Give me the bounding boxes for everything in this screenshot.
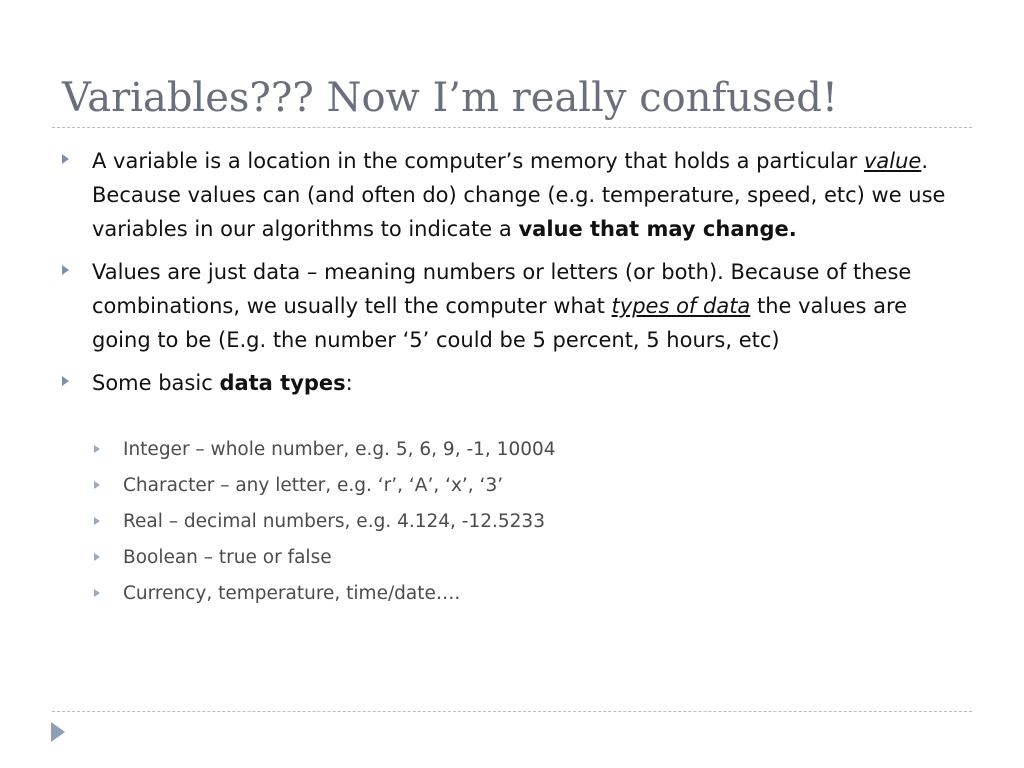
bullet-run: Values are just data – meaning numbers or letters (or both). Because of these combinations, we usually tell the computer what	[92, 260, 912, 318]
bullet-item	[62, 255, 962, 357]
bullet-run: :	[345, 371, 353, 395]
bullet-text	[92, 371, 353, 395]
footer-divider	[52, 711, 972, 712]
slide-arrow-icon	[51, 722, 65, 742]
sub-bullet-triangle-icon	[94, 445, 100, 453]
sub-bullet-triangle-icon	[94, 481, 100, 489]
bullet-text	[92, 149, 945, 241]
bullet-triangle-icon	[62, 154, 69, 164]
sub-bullet-text: Boolean – true or false	[123, 547, 332, 568]
bullet-run: . Because values can (and often do) change (e.g. temperature, speed, etc) we use variables in our algorithms to indicate a	[92, 149, 946, 241]
sub-bullet-triangle-icon	[94, 517, 100, 525]
bullet-run-bold: data types	[219, 371, 346, 395]
bullet-run: A variable is a location in the computer’s memory that holds a particular	[92, 149, 864, 173]
data-type-list	[92, 437, 892, 617]
bullet-triangle-icon	[62, 376, 69, 386]
sub-bullet-text: Currency, temperature, time/date….	[123, 583, 461, 604]
sub-bullet-triangle-icon	[94, 553, 100, 561]
sub-bullet-text: Real – decimal numbers, e.g. 4.124, -12.5233	[123, 511, 545, 532]
sub-bullet-item	[92, 437, 892, 463]
bullet-run: Some basic	[92, 371, 220, 395]
sub-bullet-item	[92, 509, 892, 535]
bullet-run-emphasis: types of data	[611, 294, 751, 318]
sub-bullet-item	[92, 581, 892, 607]
bullet-list	[62, 144, 962, 401]
bullet-run: the values are going to be (E.g. the number ‘5’ could be 5 percent, 5 hours, etc)	[92, 294, 908, 352]
bullet-run-bold: value that may change.	[518, 217, 797, 241]
sub-bullet-item	[92, 545, 892, 571]
title-divider	[52, 127, 972, 128]
bullet-item	[62, 144, 962, 246]
slide-title: Variables??? Now I’m really confused!	[62, 75, 838, 121]
sub-bullet-text: Integer – whole number, e.g. 5, 6, 9, -1, 10004	[123, 439, 556, 460]
sub-bullet-text: Character – any letter, e.g. ‘r’, ‘A’, ‘x’, ‘3’	[123, 475, 504, 496]
bullet-run-emphasis: value	[863, 149, 922, 173]
bullet-text	[92, 260, 911, 352]
sub-bullet-item	[92, 473, 892, 499]
sub-bullet-triangle-icon	[94, 589, 100, 597]
bullet-item	[62, 366, 962, 400]
bullet-triangle-icon	[62, 265, 69, 275]
